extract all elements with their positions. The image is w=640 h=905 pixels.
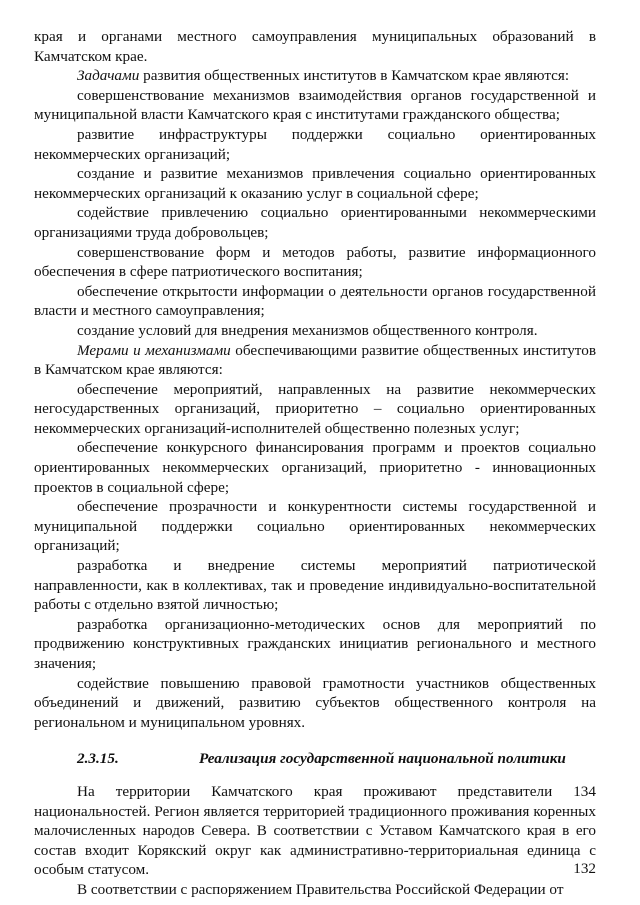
paragraph xyxy=(34,66,596,86)
section-heading xyxy=(34,749,596,769)
paragraph-text: совершенствование механизмов взаимодействия органов государственной и муниципальной власти Камчатского края с институтами гражданского общества; xyxy=(34,86,596,124)
paragraph xyxy=(34,880,596,900)
paragraph xyxy=(34,125,596,164)
section-number: 2.3.15. xyxy=(77,750,119,768)
paragraph-text: обеспечение прозрачности и конкурентности системы государственной и муниципальной поддержки социально ориентированных некоммерческих организаций; xyxy=(34,498,596,555)
paragraph xyxy=(34,282,596,321)
body-text-bottom xyxy=(34,782,596,900)
italic-lead: Мерами и механизмами xyxy=(77,341,231,359)
paragraph-text: края и органами местного самоуправления муниципальных образований в Камчатском крае. xyxy=(34,28,596,65)
paragraph-text: разработка организационно-методических основ для мероприятий по продвижению конструктивных гражданских инициатив регионального и местного значения; xyxy=(34,615,596,672)
paragraph xyxy=(34,674,596,733)
paragraph xyxy=(34,497,596,556)
page-number: 132 xyxy=(573,860,596,877)
paragraph-text: развитие инфраструктуры поддержки социально ориентированных некоммерческих организаций; xyxy=(34,125,596,163)
paragraph xyxy=(34,27,596,66)
paragraph xyxy=(34,203,596,242)
paragraph-text: В соответствии с распоряжением Правительства Российской Федерации от xyxy=(77,880,564,898)
paragraph-text: содействие повышению правовой грамотности участников общественных объединений и движений, развитию субъектов общественного контроля на региональном и муниципальном уровнях. xyxy=(34,674,596,731)
paragraph xyxy=(34,556,596,615)
body-text-top xyxy=(34,27,596,732)
paragraph-text: обеспечение конкурсного финансирования программ и проектов социально ориентированных некоммерческих организаций, приоритетно - инновационных проектов в социальной сфере; xyxy=(34,439,596,496)
paragraph-text: обеспечение мероприятий, направленных на развитие некоммерческих негосударственных организаций, приоритетно – социально ориентированных некоммерческих организаций-исполнителей общественно полезных услуг; xyxy=(34,380,596,437)
paragraph-text: создание и развитие механизмов привлечения социально ориентированных некоммерческих организаций к оказанию услуг в социальной сфере; xyxy=(34,165,596,202)
paragraph xyxy=(34,321,596,341)
paragraph-text: обеспечение открытости информации о деятельности органов государственной власти и местного самоуправления; xyxy=(34,282,596,320)
paragraph xyxy=(34,164,596,203)
paragraph xyxy=(34,380,596,439)
paragraph xyxy=(34,438,596,497)
document-page xyxy=(34,27,596,900)
italic-lead: Задачами xyxy=(77,67,140,85)
paragraph-text: совершенствование форм и методов работы, развитие информационного обеспечения в сфере патриотического воспитания; xyxy=(34,243,596,281)
paragraph xyxy=(34,341,596,380)
paragraph-text: содействие привлечению социально ориентированными некоммерческими организациями труда добровольцев; xyxy=(34,204,596,241)
paragraph xyxy=(34,243,596,282)
paragraph-text: развития общественных институтов в Камчатском крае являются: xyxy=(139,67,570,85)
paragraph-text: обеспечивающими развитие общественных институтов в Камчатском крае являются: xyxy=(34,341,596,379)
paragraph-text: разработка и внедрение системы мероприятий патриотической направленности, как в коллективах, так и проведение индивидуально-воспитательной работы с отдельно взятой личностью; xyxy=(34,557,596,614)
paragraph-text: На территории Камчатского края проживают представители 134 национальностей. Регион является территорией традиционного проживания коренных малочисленных народов Севера. В соответствии с Уставом Камчатского края в его состав входит Корякский округ как административно-территориальная единица с особым статусом. xyxy=(34,782,596,879)
paragraph-text: создание условий для внедрения механизмов общественного контроля. xyxy=(77,321,538,339)
section-title: Реализация государственной национальной политики xyxy=(199,750,566,768)
paragraph xyxy=(34,615,596,674)
paragraph xyxy=(34,86,596,125)
